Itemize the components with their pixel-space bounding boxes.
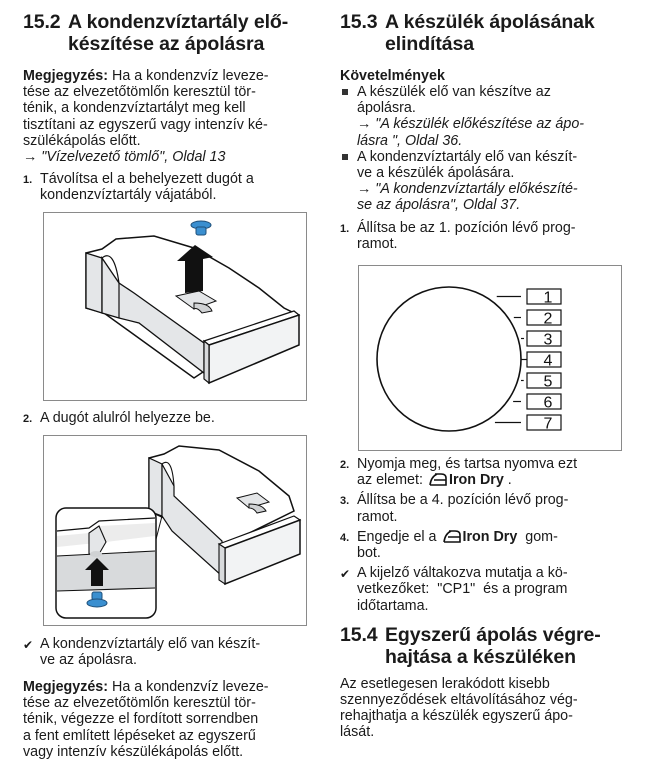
requirement-text: A készülék elő van készítve az: [357, 84, 551, 100]
requirement-item: [340, 149, 630, 214]
note-label: Megjegyzés:: [23, 68, 109, 84]
step-item: [340, 529, 630, 561]
section-title-line: A kondenzvíztartály elő-: [68, 11, 289, 33]
cross-reference-link[interactable]: lásra ", Oldal 36.: [357, 132, 463, 149]
dial-position-label: 2: [543, 310, 553, 328]
step-text: gom-: [525, 528, 558, 545]
dial-position-label: 4: [543, 352, 553, 370]
section-title-line: hajtása a készüléken: [385, 645, 576, 668]
check-icon: ✔: [23, 638, 34, 652]
paragraph-text: szennyeződések eltávolításához vég-: [340, 692, 578, 709]
step-text: Engedje el a: [357, 528, 437, 545]
result-item: [23, 636, 313, 668]
result-text: ve az ápolásra.: [40, 652, 137, 669]
step-item: [23, 171, 313, 203]
section-heading-15-3: [340, 11, 630, 55]
iron-dry-button-label: Iron Dry: [462, 528, 518, 545]
step-text: kondenzvíztartály vájatából.: [40, 187, 217, 204]
note-text: ténik, végezze el fordított sorrendben: [23, 711, 259, 728]
step-text: bot.: [357, 545, 381, 562]
iron-icon: [429, 473, 447, 486]
step-text: A dugót alulról helyezze be.: [40, 410, 215, 426]
step-item: [23, 410, 313, 427]
square-bullet-icon: [340, 149, 357, 214]
condensate-container-drawing: [44, 213, 305, 399]
step-text: ramot.: [357, 508, 398, 525]
dial-position-label: 6: [543, 394, 553, 412]
dial-position-label: 7: [543, 415, 553, 433]
result-text: vetkezőket: "CP1" és a program: [357, 581, 568, 598]
note-text: tése az elvezetőtömlőn keresztül tör-: [23, 84, 256, 101]
note-text: Ha a kondenzvíz leveze-: [112, 679, 269, 695]
step-number: 1.: [340, 222, 350, 235]
paragraph: [340, 676, 630, 741]
note-text: Ha a kondenzvíz leveze-: [112, 68, 269, 84]
step-item: 2. Nyomja meg, és tartsa nyomva ezt az elemet: Iron Dry .: [340, 456, 630, 488]
step-text: ramot.: [357, 235, 398, 252]
step-number: 2.: [340, 459, 350, 471]
left-column: [23, 0, 313, 760]
step-text: Állítsa be a 4. pozíción lévő prog-: [357, 492, 569, 509]
illustration-remove-plug: [43, 212, 307, 401]
steps-after-dial: [340, 456, 630, 741]
step-text: Távolítsa el a behelyezett dugót a: [40, 171, 254, 188]
note-text: vagy intenzív készülékápolás előtt.: [23, 743, 244, 760]
note-text: a fent említett lépéseket az egyszerű: [23, 727, 256, 744]
step-item: [340, 492, 630, 524]
section-title-line: A készülék ápolásának: [385, 11, 595, 33]
note-block: [23, 68, 313, 165]
note-text: ténik, a kondenzvíztartályt meg kell: [23, 100, 246, 117]
dial-position-label: 5: [543, 373, 553, 391]
iron-icon: [443, 530, 461, 543]
note-text: tése az elvezetőtömlőn keresztül tör-: [23, 695, 256, 712]
result-text: A kijelző váltakozva mutatja a kö-: [357, 565, 568, 582]
paragraph-text: Az esetlegesen lerakódott kisebb: [340, 675, 550, 692]
cross-reference-link[interactable]: → "A kondenzvíztartály előkészíté-: [357, 181, 578, 198]
result-text: időtartama.: [357, 597, 429, 614]
step-text: Állítsa be az 1. pozíción lévő prog-: [357, 219, 576, 236]
section-title-line: elindítása: [385, 33, 474, 55]
paragraph-text: rehajthatja a készülék egyszerű ápo-: [340, 708, 573, 725]
step-text: Nyomja meg, és tartsa nyomva ezt: [357, 456, 578, 472]
container-end: [86, 253, 102, 313]
right-column: [340, 0, 630, 741]
requirements-heading: Követelmények: [340, 68, 445, 84]
note-label: Megjegyzés:: [23, 679, 109, 695]
iron-dry-button-label: Iron Dry: [448, 472, 504, 489]
requirement-item: [340, 84, 630, 149]
requirement-text: ápolásra.: [357, 100, 416, 117]
square-bullet-icon: [340, 84, 357, 149]
section-number: 15.3: [340, 11, 378, 33]
cross-reference-link[interactable]: → "A készülék előkészítése az ápo-: [357, 116, 585, 133]
section-heading-15-2: [23, 11, 313, 55]
section-number: 15.2: [23, 11, 61, 33]
illustration-insert-plug: [43, 435, 307, 626]
requirement-text: A kondenzvíztartály elő van készít-: [357, 148, 578, 165]
result-text: A kondenzvíztartály elő van készít-: [40, 636, 261, 652]
section-heading-15-4: [340, 624, 630, 668]
step-number: 1.: [23, 174, 33, 187]
step-number: 3.: [340, 495, 350, 508]
note-block: [23, 679, 318, 760]
result-item: [340, 565, 630, 614]
section-number: 15.4: [340, 623, 378, 646]
section-title-line: Egyszerű ápolás végre-: [385, 623, 601, 646]
note-text: szülékápolás előtt.: [23, 132, 141, 149]
dial-position-label: 3: [543, 331, 553, 349]
note-text: tisztítani az egyszerű vagy intenzív ké-: [23, 116, 268, 133]
requirement-text: ve a készülék ápolására.: [357, 165, 515, 182]
paragraph-text: lását.: [340, 724, 375, 741]
section-title-line: készítése az ápolásra: [68, 33, 265, 55]
dial-position-label: 1: [543, 289, 553, 307]
step-text: az elemet:: [357, 472, 423, 489]
check-icon: ✔: [340, 567, 351, 582]
program-dial-drawing: [359, 266, 620, 449]
illustration-program-dial: [358, 265, 622, 451]
cross-reference-link[interactable]: se az ápolásra", Oldal 37.: [357, 197, 521, 214]
container-end: [149, 458, 162, 516]
program-dial: [377, 287, 521, 431]
step-number: 4.: [340, 531, 350, 544]
condensate-container-inset-drawing: [44, 436, 305, 624]
step-item: [340, 220, 630, 252]
cross-reference-link[interactable]: → "Vízelvezető tömlő", Oldal 13: [23, 149, 226, 166]
step-number: 2.: [23, 413, 33, 425]
